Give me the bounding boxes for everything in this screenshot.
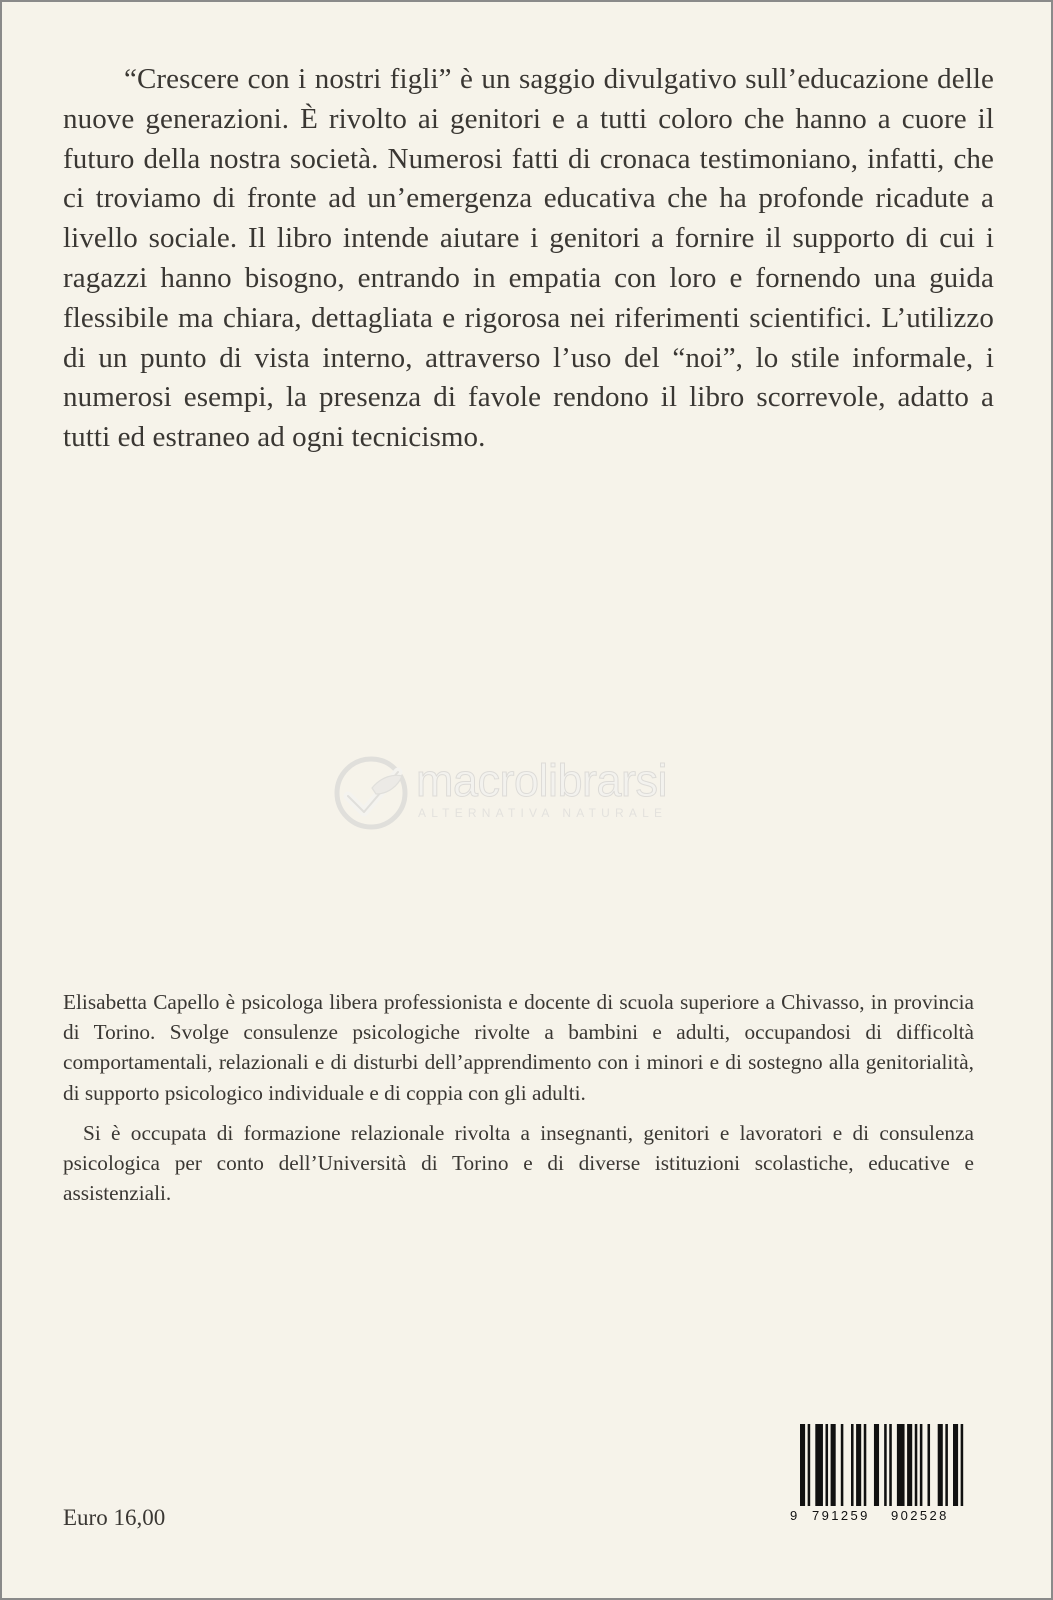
price-label: Euro 16,00 bbox=[63, 1505, 166, 1530]
barcode-bar bbox=[920, 1424, 923, 1506]
barcode-bar bbox=[851, 1424, 854, 1506]
barcode-bar bbox=[961, 1424, 964, 1506]
barcode-bar bbox=[808, 1424, 811, 1506]
barcode-bar bbox=[841, 1424, 844, 1506]
barcode-bar bbox=[928, 1424, 931, 1506]
barcode-bar bbox=[897, 1424, 905, 1506]
watermark-brand: macrolibrarsi bbox=[416, 755, 668, 806]
barcode-bar bbox=[953, 1424, 958, 1506]
watermark bbox=[332, 754, 732, 834]
isbn-barcode bbox=[788, 1424, 972, 1534]
barcode-bar bbox=[815, 1424, 823, 1506]
barcode-bar bbox=[945, 1424, 948, 1506]
author-bio bbox=[63, 987, 974, 1218]
author-bio-paragraph: Si è occupata di formazione relazionale rivolta a insegnanti, genitori e lavoratori e di consulenza psicologica per conto dell’Università di Torino e di diverse istituzioni scolastiche, educative e assistenziali. bbox=[63, 1120, 974, 1206]
barcode-bars bbox=[788, 1424, 972, 1506]
isbn-lead-digit: 9 bbox=[790, 1508, 800, 1523]
barcode-bar bbox=[915, 1424, 918, 1506]
barcode-bar bbox=[884, 1424, 887, 1506]
barcode-bar bbox=[800, 1424, 805, 1506]
isbn-right-group: 902528 bbox=[891, 1508, 949, 1523]
barcode-bar bbox=[831, 1424, 836, 1506]
barcode-bar bbox=[864, 1424, 867, 1506]
watermark-tagline: ALTERNATIVA NATURALE bbox=[418, 806, 668, 820]
barcode-bar bbox=[889, 1424, 892, 1506]
leaf-check-logo-icon bbox=[332, 754, 410, 832]
barcode-bar bbox=[826, 1424, 829, 1506]
isbn-digits bbox=[788, 1508, 972, 1530]
barcode-bar bbox=[938, 1424, 943, 1506]
book-blurb: “Crescere con i nostri figli” è un saggio divulgativo sull’educazione delle nuove generazioni. È rivolto ai genitori e a tutti coloro che hanno a cuore il futuro della nostra società. Numerosi fatti di cronaca testimoniano, infatti, che ci troviamo di fronte ad un’emergenza educativa che ha profonde ricadute a livello sociale. Il libro intende aiutare i genitori a fornire il supporto di cui i ragazzi hanno bisogno, entrando in empatia con loro e fornendo una guida flessibile ma chiara, dettagliata e rigorosa nei riferimenti scientifici. L’utilizzo di un punto di vista interno, attraverso l’uso del “noi”, lo stile informale, i numerosi esempi, la presenza di favole rendono il libro scorrevole, adatto a tutti ed estraneo ad ogni tecnicismo. bbox=[63, 63, 994, 454]
barcode-bar bbox=[907, 1424, 912, 1506]
barcode-bar bbox=[856, 1424, 861, 1506]
barcode-bar bbox=[874, 1424, 879, 1506]
isbn-left-group: 791259 bbox=[812, 1508, 870, 1523]
author-bio-paragraph: Elisabetta Capello è psicologa libera professionista e docente di scuola superiore a Chivasso, in provincia di Torino. Svolge consulenze psicologiche rivolte a bambini e adulti, occupandosi di difficoltà comportamentali, relazionali e di disturbi dell’apprendimento con i minori e di sostegno alla genitorialità, di supporto psicologico individuale e di coppia con gli adulti. bbox=[63, 990, 974, 1105]
